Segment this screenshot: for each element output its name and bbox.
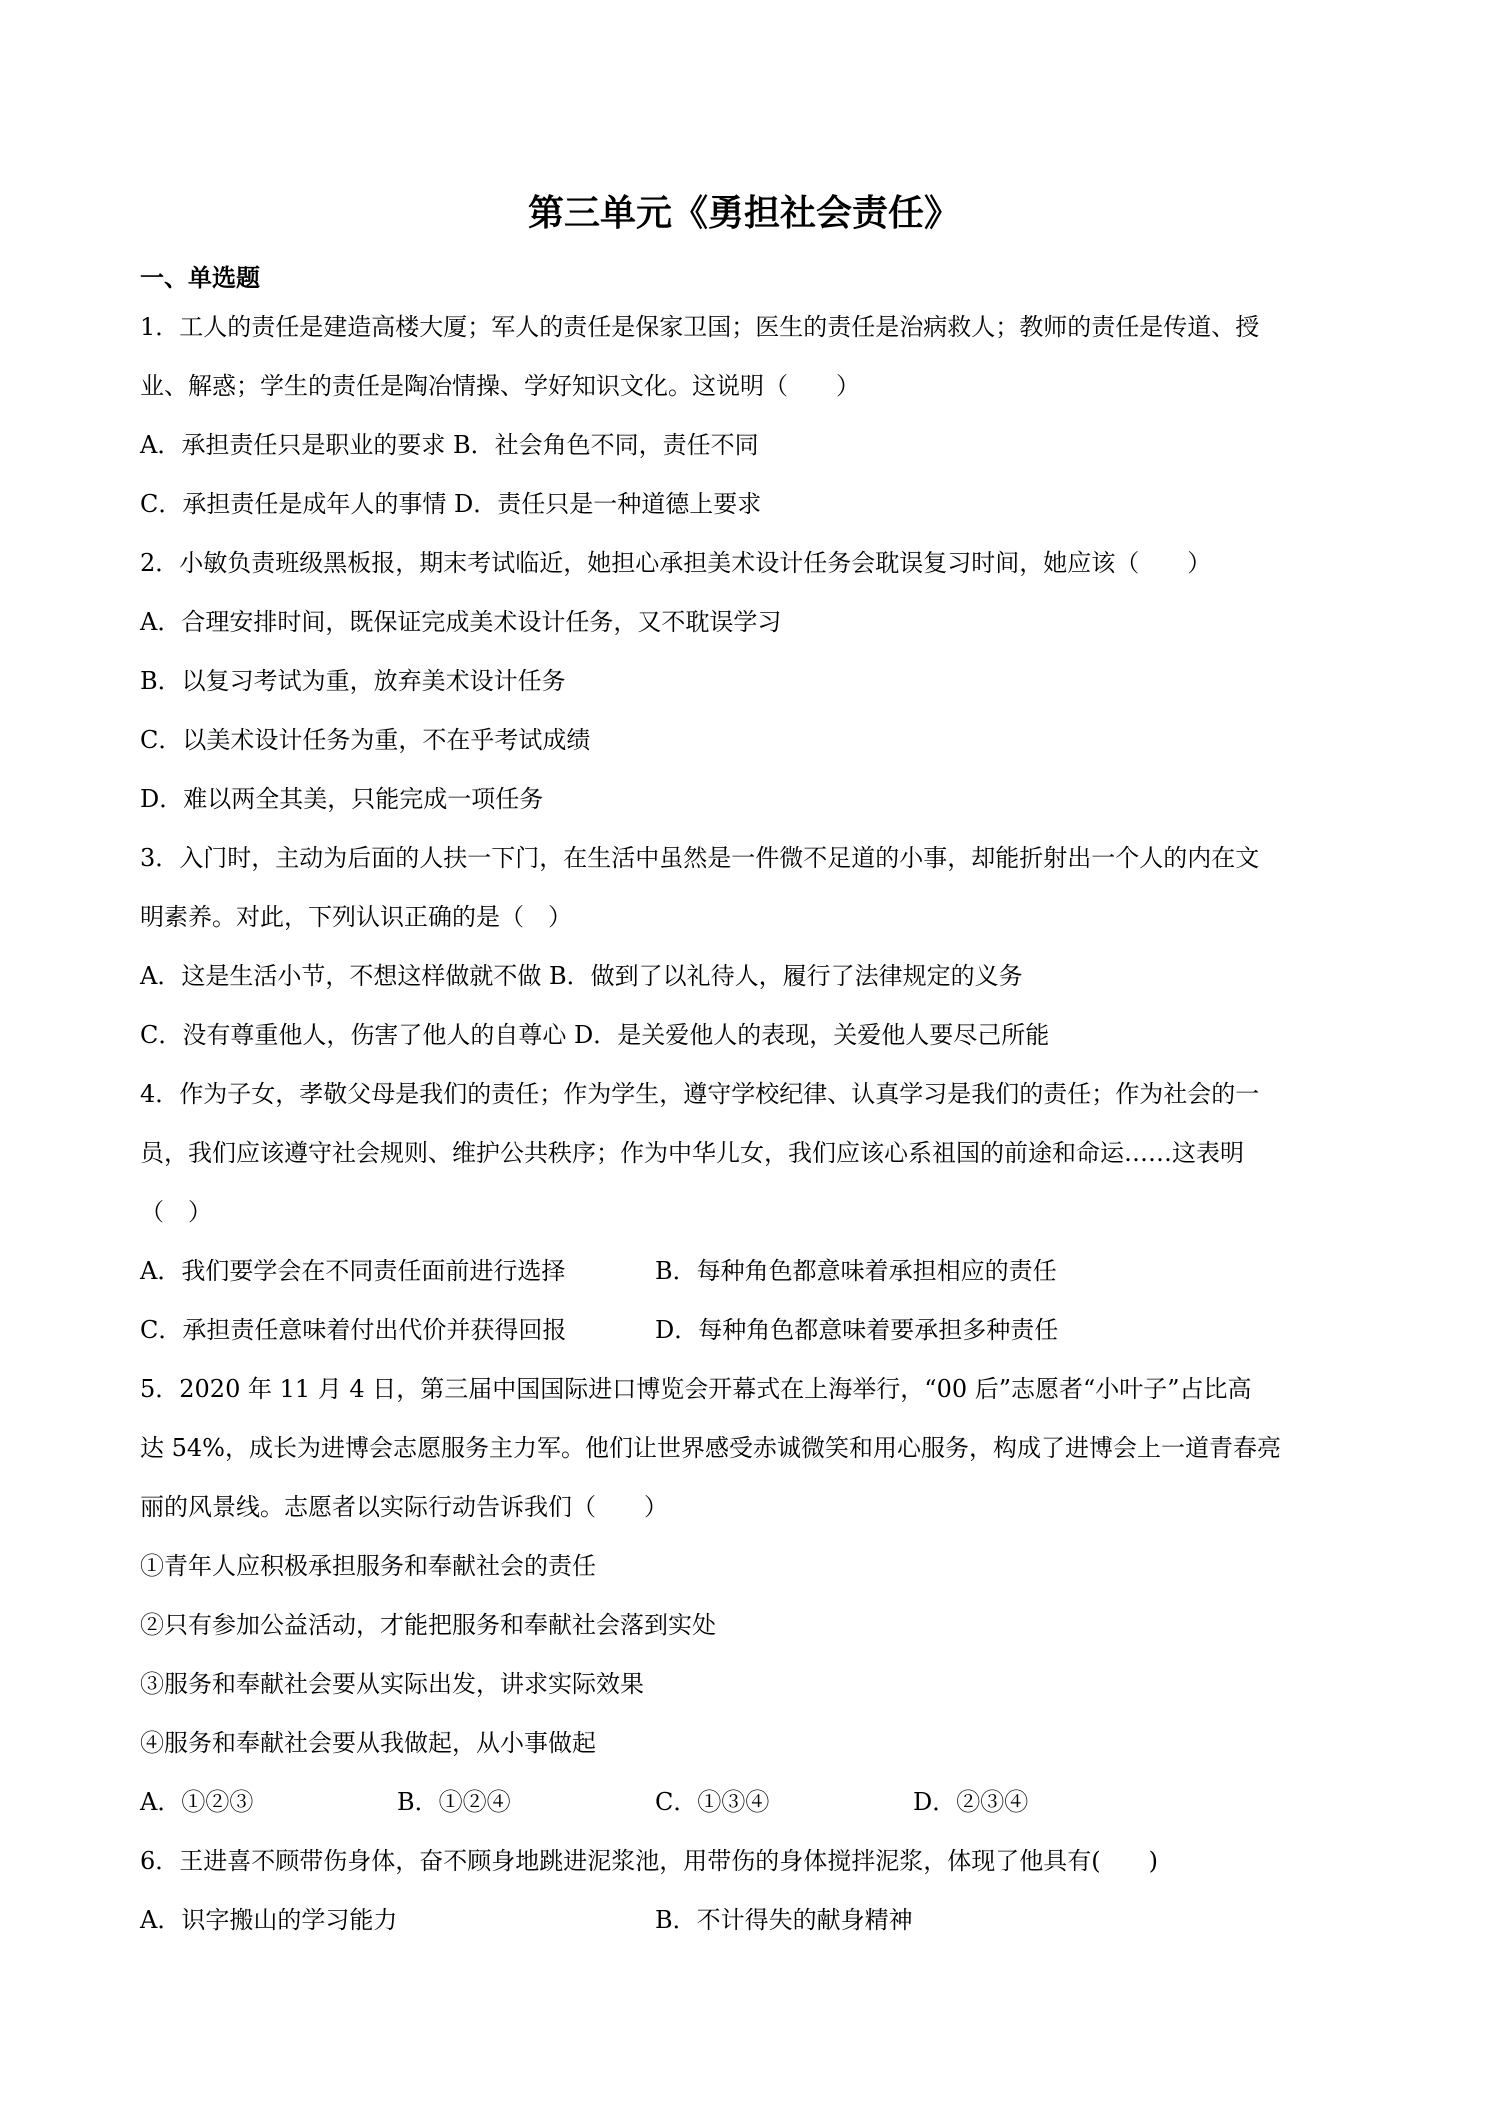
- question-3-stem-line-2: 明素养。对此，下列认识正确的是（ ）: [140, 903, 572, 931]
- question-5-option-b: B．①②④: [397, 1788, 511, 1816]
- question-4-option-d: D．每种角色都意味着要承担多种责任: [655, 1316, 1059, 1344]
- question-3-options-cd: C．没有尊重他人，伤害了他人的自尊心 D．是关爱他人的表现，关爱他人要尽己所能: [140, 1021, 1050, 1049]
- question-3-stem-line-1: 3．入门时，主动为后面的人扶一下门，在生活中虽然是一件微不足道的小事，却能折射出一个人的内在文: [140, 844, 1260, 872]
- question-1-stem-line-2: 业、解惑；学生的责任是陶冶情操、学好知识文化。这说明（ ）: [140, 372, 860, 400]
- question-4-option-c: C．承担责任意味着付出代价并获得回报: [140, 1316, 567, 1344]
- question-2-option-c: C．以美术设计任务为重，不在乎考试成绩: [140, 726, 591, 754]
- page-title: 第三单元《勇担社会责任》: [527, 193, 960, 234]
- question-5-statement-3: ③服务和奉献社会要从实际出发，讲求实际效果: [140, 1670, 644, 1698]
- question-6-stem: 6．王进喜不顾带伤身体，奋不顾身地跳进泥浆池，用带伤的身体搅拌泥浆，体现了他具有( ): [140, 1847, 1158, 1875]
- question-2-option-b: B．以复习考试为重，放弃美术设计任务: [140, 667, 566, 695]
- question-5-option-a: A．①②③: [140, 1788, 254, 1816]
- question-6-option-a: A．识字搬山的学习能力: [140, 1906, 398, 1934]
- question-2-option-a: A．合理安排时间，既保证完成美术设计任务，又不耽误学习: [140, 608, 782, 636]
- question-1-options-cd: C．承担责任是成年人的事情 D．责任只是一种道德上要求: [140, 490, 762, 518]
- question-4-stem-line-3: （ ）: [140, 1198, 212, 1226]
- section-heading: 一、单选题: [140, 264, 260, 292]
- question-1-options-ab: A．承担责任只是职业的要求 B．社会角色不同，责任不同: [140, 431, 759, 459]
- question-5-statement-4: ④服务和奉献社会要从我做起，从小事做起: [140, 1729, 596, 1757]
- question-3-options-ab: A．这是生活小节，不想这样做就不做 B．做到了以礼待人，履行了法律规定的义务: [140, 962, 1023, 990]
- question-4-option-a: A．我们要学会在不同责任面前进行选择: [140, 1257, 566, 1285]
- question-5-statement-1: ①青年人应积极承担服务和奉献社会的责任: [140, 1552, 596, 1580]
- question-1-stem-line-1: 1．工人的责任是建造高楼大厦；军人的责任是保家卫国；医生的责任是治病救人；教师的责任是传道、授: [140, 313, 1260, 341]
- question-5-stem-line-2: 达 54%，成长为进博会志愿服务主力军。他们让世界感受赤诚微笑和用心服务，构成了进博会上一道青春亮: [140, 1434, 1281, 1462]
- question-5-option-c: C．①③④: [655, 1788, 770, 1816]
- question-6-option-b: B．不计得失的献身精神: [655, 1906, 913, 1934]
- question-5-stem-line-1: 5．2020 年 11 月 4 日，第三届中国国际进口博览会开幕式在上海举行，“00 后”志愿者“小叶子”占比高: [140, 1375, 1252, 1403]
- question-4-option-b: B．每种角色都意味着承担相应的责任: [655, 1257, 1057, 1285]
- question-4-stem-line-1: 4．作为子女，孝敬父母是我们的责任；作为学生，遵守学校纪律、认真学习是我们的责任；作为社会的一: [140, 1080, 1260, 1108]
- question-4-stem-line-2: 员，我们应该遵守社会规则、维护公共秩序；作为中华儿女，我们应该心系祖国的前途和命运……这表明: [140, 1139, 1244, 1167]
- question-5-option-d: D．②③④: [913, 1788, 1029, 1816]
- question-2-stem: 2．小敏负责班级黑板报，期末考试临近，她担心承担美术设计任务会耽误复习时间，她应该（ ）: [140, 549, 1212, 577]
- question-5-stem-line-3: 丽的风景线。志愿者以实际行动告诉我们（ ）: [140, 1493, 668, 1521]
- question-5-statement-2: ②只有参加公益活动，才能把服务和奉献社会落到实处: [140, 1611, 716, 1639]
- question-2-option-d: D．难以两全其美，只能完成一项任务: [140, 785, 544, 813]
